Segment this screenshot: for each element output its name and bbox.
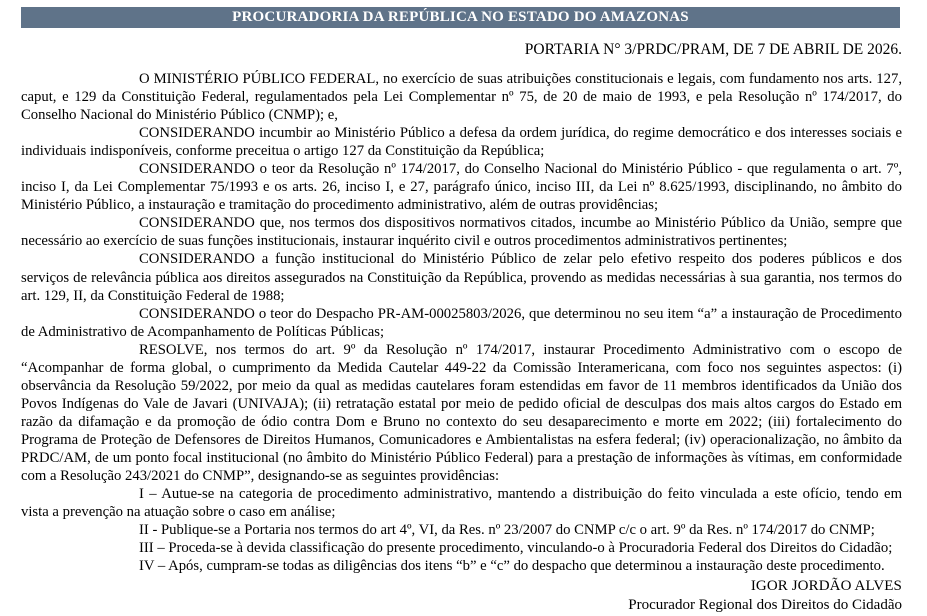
paragraph-resolve: RESOLVE, nos termos do art. 9º da Resolução nº 174/2017, instaurar Procedimento Administrativo com o escopo de “Acompanhar de forma global, o cumprimento da Medida Cautelar 449-22 da Comissão Interamericana, com foco nos seguintes aspectos: (i) observância da Resolução 59/2022, por meio da qual as medidas cautelares foram estendidas em favor de 11 membros identificados da União dos Povos Indígenas do Vale de Javari (UNIVAJA); (ii) retratação estatal por meio de pedido oficial de desculpas dos mais altos cargos do Estado em razão da difamação e da promoção de ódio contra Dom e Bruno no contexto do seu desaparecimento e morte em 2022; (iii) fortalecimento do Programa de Proteção de Defensores de Direitos Humanos, Comunicadores e Ambientalistas na esfera federal; (iv) operacionalização, no âmbito da PRDC/AM, de um ponto focal institucional (no âmbito do Ministério Público Federal) para a prestação de informações às vítimas, em conformidade com a Resolução 243/2021 do CNMP”, designando-se as seguintes providências: [21,341,902,485]
signature-block [21,577,902,614]
header-banner [21,7,900,28]
paragraph-item-i: I – Autue-se na categoria de procedimento administrativo, mantendo a distribuição do feito vinculada a este ofício, tendo em vista a prevenção na atuação sobre o caso em análise; [21,486,902,521]
document-body [21,70,902,575]
signature-role: Procurador Regional dos Direitos do Cidadão [628,596,902,613]
paragraph-item-ii: II - Publique-se a Portaria nos termos do art 4º, VI, da Res. nº 23/2007 do CNMP c/c o art. 9º da Res. nº 174/2017 do CNMP; [139,522,875,539]
paragraph-considerando-5: CONSIDERANDO o teor do Despacho PR-AM-00025803/2026, que determinou no seu item “a” a instauração de Procedimento de Administrativo de Acompanhamento de Políticas Públicas; [21,305,902,340]
paragraph-considerando-1: CONSIDERANDO incumbir ao Ministério Público a defesa da ordem jurídica, do regime democrático e dos interesses sociais e individuais indisponíveis, conforme preceitua o artigo 127 da Constituição da República; [21,125,902,160]
portaria-heading: PORTARIA N° 3/PRDC/PRAM, DE 7 DE ABRIL DE 2026. [524,41,902,58]
paragraph-item-iv: IV – Após, cumpram-se todas as diligências dos itens “b” e “c” do despacho que determinou a instauração deste procedimento. [139,558,885,575]
paragraph-considerando-3: CONSIDERANDO que, nos termos dos dispositivos normativos citados, incumbe ao Ministério Público da União, sempre que necessário ao exercício de suas funções institucionais, instaurar inquérito civil e outros procedimentos administrativos pertinentes; [21,215,902,250]
paragraph-preamble: O MINISTÉRIO PÚBLICO FEDERAL, no exercício de suas atribuições constitucionais e legais, com fundamento nos arts. 127, caput, e 129 da Constituição Federal, regulamentados pela Lei Complementar nº 75, de 20 de maio de 1993, e pela Resolução nº 174/2017, do Conselho Nacional do Ministério Público (CNMP); e, [21,71,902,124]
header-banner-title: PROCURADORIA DA REPÚBLICA NO ESTADO DO AMAZONAS [232,9,689,25]
paragraph-item-iii: III – Proceda-se à devida classificação do presente procedimento, vinculando-o à Procuradoria Federal dos Direitos do Cidadão; [139,540,893,557]
signature-name: IGOR JORDÃO ALVES [750,578,902,594]
paragraph-considerando-4: CONSIDERANDO a função institucional do Ministério Público de zelar pelo efetivo respeito dos poderes públicos e dos serviços de relevância pública aos direitos assegurados na Constituição da República, provendo as medidas necessárias à sua garantia, nos termos do art. 129, II, da Constituição Federal de 1988; [21,251,902,304]
paragraph-considerando-2: CONSIDERANDO o teor da Resolução nº 174/2017, do Conselho Nacional do Ministério Público - que regulamenta o art. 7º, inciso I, da Lei Complementar 75/1993 e os arts. 26, inciso I, e 27, parágrafo único, inciso III, da Lei nº 8.625/1993, disciplinando, no âmbito do Ministério Público, a instauração e tramitação do procedimento administrativo, além de outras providências; [21,161,902,214]
